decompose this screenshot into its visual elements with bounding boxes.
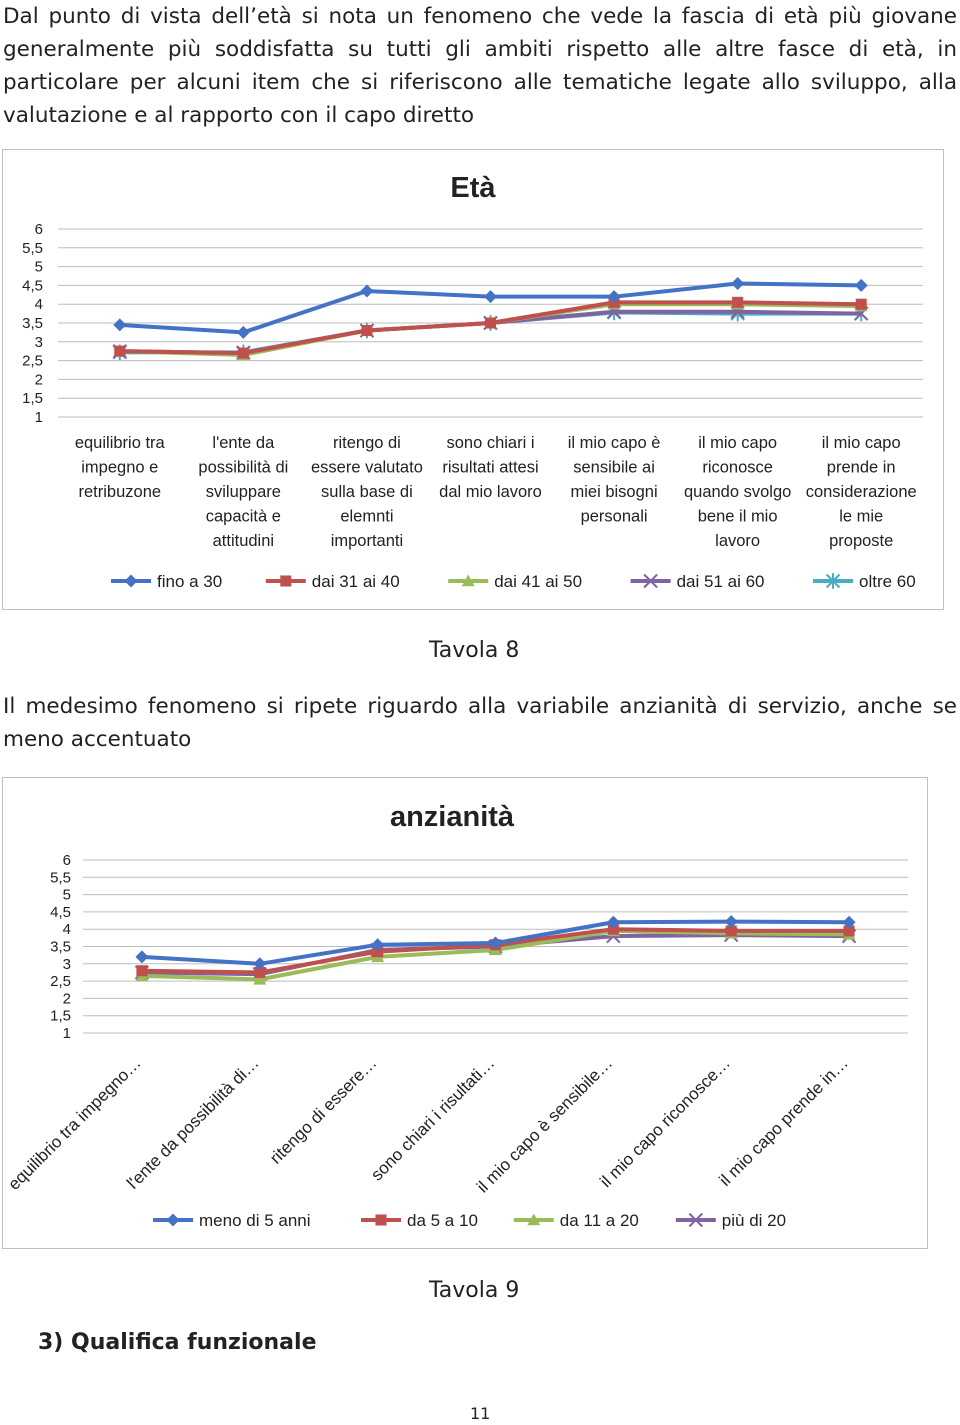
x-tick-label-line: sulla base di xyxy=(321,483,413,501)
x-tick-label-line: importanti xyxy=(330,532,404,550)
y-tick-label: 4 xyxy=(62,921,71,939)
y-tick-label: 2,5 xyxy=(50,973,71,991)
x-tick-label-line: riconosce xyxy=(702,458,773,477)
y-tick-label: 6 xyxy=(62,852,71,869)
data-point xyxy=(238,348,249,359)
y-tick-label: 1 xyxy=(34,409,43,426)
legend-item xyxy=(676,1211,786,1230)
x-tick-label-line: attitudini xyxy=(212,532,275,550)
x-tick-label xyxy=(684,434,791,550)
middle-paragraph: Il medesimo fenomeno si ripete riguardo alla variabile anzianità di servizio, anche se meno accentuato xyxy=(3,694,957,752)
x-tick-label-line: equilibrio tra xyxy=(74,434,165,452)
marker-square xyxy=(114,346,125,357)
data-point xyxy=(114,346,125,357)
y-tick-label: 3,5 xyxy=(50,938,71,956)
x-tick-label-line: il mio capo xyxy=(698,434,778,452)
legend-label: fino a 30 xyxy=(157,572,223,591)
y-tick-label: 3 xyxy=(62,955,71,973)
x-tick-label xyxy=(311,434,423,550)
y-tick-label: 4,5 xyxy=(22,277,43,295)
marker-square xyxy=(732,297,743,308)
x-tick-label-line: sensibile ai xyxy=(573,458,655,477)
chart-title: anzianità xyxy=(389,801,515,833)
data-point xyxy=(855,279,868,292)
marker-diamond xyxy=(855,279,868,292)
x-tick-label-line: miei bisogni xyxy=(570,483,658,501)
marker-diamond xyxy=(167,1214,180,1227)
marker-diamond xyxy=(731,277,744,290)
legend-label: da 5 a 10 xyxy=(407,1211,478,1230)
x-tick-label-line: ritengo di xyxy=(332,434,401,452)
x-tick-label: il mio capo riconosce… xyxy=(596,1053,735,1192)
x-tick-label-line: sviluppare xyxy=(205,483,281,501)
section-heading: 3) Qualifica funzionale xyxy=(38,1330,317,1355)
x-tick-label xyxy=(568,434,661,526)
x-tick-label-line: quando svolgo xyxy=(683,483,792,501)
legend-item xyxy=(153,1211,311,1230)
marker-square xyxy=(361,325,372,336)
x-tick-label: sono chiari i risultati… xyxy=(367,1053,499,1185)
x-tick-label-line: proposte xyxy=(829,532,894,550)
y-tick-label: 5 xyxy=(62,886,71,904)
data-point xyxy=(485,317,496,328)
data-point xyxy=(125,575,138,588)
marker-diamond xyxy=(125,575,138,588)
x-tick-label-line: risultati attesi xyxy=(442,458,539,477)
legend-item xyxy=(514,1211,639,1230)
y-tick-label: 2,5 xyxy=(22,352,43,370)
data-point xyxy=(484,290,497,303)
x-tick-label: il mio capo prende in… xyxy=(715,1053,852,1190)
x-tick-label-line: possibilità di xyxy=(198,458,289,477)
marker-square xyxy=(280,575,291,586)
legend-label: meno di 5 anni xyxy=(199,1211,311,1230)
x-tick-label xyxy=(198,434,288,550)
x-tick-label: il mio capo è sensibile… xyxy=(473,1053,617,1197)
y-tick-label: 4 xyxy=(34,296,43,314)
seniority-line-chart xyxy=(3,778,926,1247)
legend-item xyxy=(266,572,400,591)
intro-paragraph: Dal punto di vista dell’età si nota un fenomeno che vede la fascia di età più giovane generalmente più soddisfatta su tutti gli ambiti rispetto alle altre fasce di età, in particolare per alcuni item che si riferiscono alle tematiche legate allo sviluppo, alla valutazione e al rapporto con il capo diretto xyxy=(3,4,957,128)
marker-square xyxy=(485,317,496,328)
marker-diamond xyxy=(113,318,126,331)
table-caption: Tavola 8 xyxy=(429,638,520,663)
data-point xyxy=(856,299,867,310)
x-tick-label-line: l'ente da xyxy=(212,434,275,452)
marker-square xyxy=(136,965,147,976)
x-tick-label-line: lavoro xyxy=(715,532,761,550)
data-point xyxy=(731,277,744,290)
y-tick-label: 6 xyxy=(34,221,43,238)
y-tick-label: 4,5 xyxy=(50,903,71,921)
marker-diamond xyxy=(237,326,250,339)
x-tick-label xyxy=(439,434,542,501)
x-tick-label-line: sono chiari i xyxy=(446,434,535,452)
legend-item xyxy=(631,572,765,591)
x-tick-label xyxy=(806,434,917,550)
age-chart-frame xyxy=(2,149,944,610)
seniority-chart-frame xyxy=(2,777,928,1249)
series-0 xyxy=(135,915,855,970)
data-point xyxy=(280,575,291,586)
x-tick-label: l'ente da possibilità di… xyxy=(123,1053,263,1193)
x-tick-label-line: il mio capo è xyxy=(567,434,661,452)
x-tick-label-line: il mio capo xyxy=(821,434,901,452)
x-tick-label-line: essere valutato xyxy=(310,458,423,477)
x-tick-label-line: personali xyxy=(580,507,648,526)
data-point xyxy=(167,1214,180,1227)
y-tick-label: 2 xyxy=(62,990,71,1008)
y-tick-label: 1 xyxy=(62,1025,71,1042)
x-tick-label-line: prende in xyxy=(826,458,896,477)
age-line-chart xyxy=(3,150,942,608)
data-point xyxy=(732,297,743,308)
legend-label: dai 41 ai 50 xyxy=(494,572,583,591)
x-tick-label-line: le mie xyxy=(839,507,884,526)
legend-label: oltre 60 xyxy=(859,572,916,591)
y-tick-label: 1,5 xyxy=(22,390,43,408)
legend-label: dai 31 ai 40 xyxy=(311,572,400,591)
x-tick-label-line: considerazione xyxy=(805,483,917,501)
x-tick-label-line: bene il mio xyxy=(697,507,778,526)
marker-square xyxy=(238,348,249,359)
x-tick-label-line: capacità e xyxy=(205,507,281,526)
y-tick-label: 5,5 xyxy=(50,869,71,887)
marker-square xyxy=(856,299,867,310)
x-tick-label xyxy=(75,434,166,501)
x-tick-label-line: dal mio lavoro xyxy=(439,483,542,501)
legend-item xyxy=(813,572,916,591)
x-tick-label: equilibrio tra impegno… xyxy=(4,1053,145,1194)
marker-diamond xyxy=(484,290,497,303)
data-point xyxy=(361,325,372,336)
x-tick-label-line: impegno e xyxy=(81,458,159,477)
x-tick-label-line: elemnti xyxy=(340,507,394,526)
marker-diamond xyxy=(360,285,373,298)
y-tick-label: 5,5 xyxy=(22,239,43,257)
x-tick-label-line: retribuzone xyxy=(78,483,162,501)
legend-item xyxy=(361,1211,478,1230)
y-tick-label: 1,5 xyxy=(50,1007,71,1025)
data-point xyxy=(360,285,373,298)
data-point xyxy=(135,950,148,963)
legend-label: dai 51 ai 60 xyxy=(676,572,765,591)
y-tick-label: 5 xyxy=(34,258,43,276)
data-point xyxy=(113,318,126,331)
chart-title: Età xyxy=(450,172,496,204)
marker-square xyxy=(375,1214,386,1225)
page-number: 11 xyxy=(470,1404,491,1423)
marker-diamond xyxy=(135,950,148,963)
table-caption: Tavola 9 xyxy=(429,1278,520,1303)
data-point xyxy=(136,965,147,976)
y-tick-label: 3 xyxy=(34,333,43,351)
legend-label: da 11 a 20 xyxy=(559,1211,639,1230)
legend-label: più di 20 xyxy=(721,1211,787,1230)
y-tick-label: 3,5 xyxy=(22,315,43,332)
y-tick-label: 2 xyxy=(34,371,43,389)
x-tick-label: ritengo di essere… xyxy=(266,1053,381,1168)
data-point xyxy=(375,1214,386,1225)
legend-item xyxy=(111,572,222,591)
legend-item xyxy=(448,572,582,591)
data-point xyxy=(237,326,250,339)
